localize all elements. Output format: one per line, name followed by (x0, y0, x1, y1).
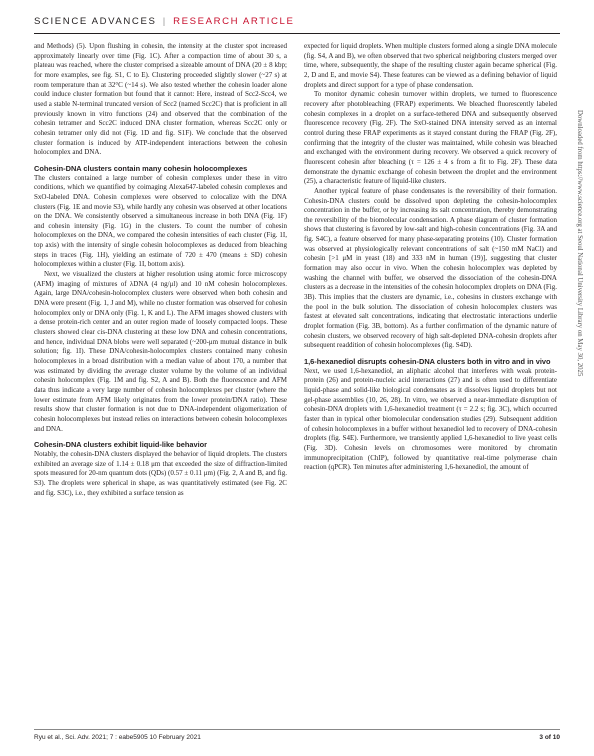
right-column (304, 42, 557, 473)
paragraph: Another typical feature of phase condensates is the reversibility of their formation. Cohesin-DNA clusters could be dissolved upon depleting the cohesin-holocomplex concentration in the buffer, or by increasing its salt concentration, thereby demonstrating the reversibility of the biomolecular condensation. A phase diagram of cluster formation shows that clustering is favored by low-salt and high-cohesin concentrations (Fig. 3A and fig. S4C), a feature observed for many phase-separating proteins (10). Cluster formation was observed at physiologically relevant concentrations of salt (~150 mM NaCl) and cohesin [>1 μM in yeast (18) and 333 nM in human (19)], suggesting that cluster formation may also occur in vivo. When the cohesin holocomplex was depleted by washing the channel with buffer, we observed the dissociation of the cohesin-DNA clusters as a decrease in the intensities of the cohesin holocomplex droplets on DNA (Fig. 3B). This implies that the clusters are dynamic, i.e., cohesins in clusters exchange with the pool in the bulk solution. The dissociation of cohesin holocomplex clusters was fastest at elevated salt concentrations, indicating that electrostatic interactions underlie droplet formation (Fig. 3B, bottom). As a further confirmation of the dynamic nature of cohesin clusters, we observed recovery of high salt-depleted DNA-cohesin droplets after subsequent readdition of cohesin holocomplexes (fig. S4D). (304, 186, 557, 350)
footer-rule (34, 729, 560, 730)
paragraph: Next, we visualized the clusters at higher resolution using atomic force microscopy (AFM) imaging of mixtures of λDNA (4 ng/μl) and 10 nM cohesin holocomplexes. Again, large DNA/cohesin-holocomplex clusters were observed when both cohesin and DNA were present (Fig. 1, J and M), while no cluster formation was observed for cohesin holocomplex only or DNA only (Fig. 1, K and L). The AFM images showed clusters with a dense protein-rich center and an outer region made of loosely compacted loops. These clusters showed clear cis-DNA clustering at these low DNA and cohesin concentrations, and hence, individual DNA blobs were well separated (~200-μm mutual distance in bulk solution; fig. 1I). These DNA/cohesin-holocomplex clusters contained many cohesin holocomplexes in a broad distribution with a median value of about 170, a number that was estimated by dividing the average cluster volume by the volume of an individual cohesin holocomplex (Fig. 1M and fig. S2, A and B). Both the fluorescence and AFM data thus indicate a very large number of cohesin holocomplexes per cluster (where the lower estimate from AFM likely originates from the lower protein/DNA ratio). These results show that cluster formation is not due to DNA-independent oligomerization of cohesin holocomplexes but instead relies on interactions between cohesin holocomplexes and DNA. (34, 270, 287, 433)
section-heading: Cohesin-DNA clusters contain many cohesin holocomplexes (34, 163, 248, 173)
download-sidebar (572, 110, 584, 630)
page-number: 3 of 10 (539, 734, 560, 741)
paragraph: To monitor dynamic cohesin turnover within droplets, we turned to fluorescence recovery after photobleaching (FRAP) experiments. We bleached fluorescently labeled cohesin complexes in a droplet on a surface-tethered DNA and subsequently observed fluorescence recovery (Fig. 2F). The SxO-stained DNA intensity served as an internal control during these FRAP experiments as it stayed constant during the FRAP (Fig. 2F), confirming that the integrity of the cluster was maintained, while cohesin was bleached and exchanged with the environment during recovery. We observed a quick recovery of fluorescent cohesin after bleaching (τ = 126 ± 4 s from a fit to Fig. 2F). These data demonstrate the dynamic exchange of cohesin between the droplet and the environment (25), a characteristic feature of liquid-like clusters. (304, 90, 557, 186)
citation: Ryu et al., Sci. Adv. 2021; 7 : eabe5905 10 February 2021 (34, 734, 201, 741)
paragraph: and Methods) (5). Upon flushing in cohesin, the intensity at the cluster spot increased approximately linearly over time (Fig. 1C). After a compaction time of about 30 s, a plateau was reached, where the cluster comprised a sizeable amount of DNA (20 ± 8 kbp; for more examples, see fig. S1, C to E). Clustering proceeded slightly slower (~27 s) at room temperature than at 32°C (~14 s). We also tested whether the cohesin loader alone could induce cluster formation but found that it cannot: Here, instead of Scc2-Scc4, we used a stable N-terminal truncated version of Scc2 (named Scc2C) that is proficient in all previously known in vitro functions (24) and observed that the combination of the cohesin tetramer and Scc2C induced DNA cluster formation, whereas Scc2C only or cohesin tetramer only did not (Fig. 1D and fig. S1F). We conclude that the observed cluster formation is induced by ATP-independent interactions between the cohesin holocomplex and DNA. (34, 42, 287, 157)
section-heading: Cohesin-DNA clusters exhibit liquid-like behavior (34, 440, 208, 450)
header-rule (34, 33, 560, 34)
download-note[interactable]: Downloaded from https://www.science.org at Seoul National University Library on May 30, 2025 (576, 110, 583, 377)
paragraph: Next, we used 1,6-hexanediol, an aliphatic alcohol that interferes with weak protein-protein (26) and protein-nucleic acid interactions (27) and is often used to differentiate liquid-phase and solid-like biological condensates as it dissolves liquid droplets but not gel-phase assemblies (10, 26, 28). In vitro, we observed a near-immediate disruption of cohesin-DNA droplets with 1,6-hexanediol treatment (τ = 2.2 s; fig. 3C), which occurred faster than in typical other biomolecular condensation studies (29). Subsequent addition of cohesin holocomplexes in a buffer without hexanediol led to recovery of DNA-cohesin droplets (fig. S4E). Furthermore, we transiently applied 1,6-hexanediol to live yeast cells (Fig. 3D). Cohesin levels on chromosomes were monitored by chromatin immunoprecipitation (ChIP), followed by quantitative real-time polymerase chain reaction (qPCR). Ten minutes after administering 1,6-hexanediol, the amount of (304, 366, 557, 472)
journal-name: SCIENCE ADVANCES (34, 16, 157, 27)
header-separator: | (162, 16, 167, 27)
left-column (34, 42, 287, 498)
paragraph: expected for liquid droplets. When multiple clusters formed along a single DNA molecule (fig. S4, A and B), we often observed that two spherical neighboring clusters merged over time, where, subsequently, the shape of the resulting cluster again became spherical (Fig. 2, D and E, and movie S4). These features can be viewed as a defining behavior of liquid droplets and direct support for a type of phase condensation. (304, 42, 557, 89)
paragraph: Notably, the cohesin-DNA clusters displayed the behavior of liquid droplets. The clusters exhibited an average size of 1.14 ± 0.18 μm that exceeded the size of diffraction-limited spots measured for 20-nm quantum dots (QDs) (0.57 ± 0.11 μm) (Fig. 2, A and B, and fig. S3). The droplets were spherical in shape, as was quantitatively estimated (see Fig. 2C and fig. S3C), i.e., they exhibited a surface tension as (34, 449, 287, 497)
article-type: RESEARCH ARTICLE (173, 16, 295, 27)
section-heading: 1,6-hexanediol disrupts cohesin-DNA clusters both in vitro and in vivo (304, 357, 551, 366)
paragraph: The clusters contained a large number of cohesin complexes under these in vitro conditions, which we quantified by coimaging Alexa647-labeled cohesin complexes and SxO-labeled DNA. Cohesin complexes were observed to colocalize with the DNA clusters (Fig. 1E and movie S3), while hardly any cohesin was observed at other locations on the DNA. We consistently observed a simultaneous increase in both DNA (Fig. 1F) and cohesin intensity (Fig. 1G) in the clusters. To count the number of cohesin holocomplexes on the DNA, we compared the cohesin intensities of each cluster (Fig. 1I, top axis) with the intensity of single cohesin holocomplexes as deduced from bleaching steps in traces (Fig. 1H), yielding an estimate of 720 ± 470 (means ± SD) cohesin holocomplexes within a cluster (Fig. 1I, bottom axis). (34, 173, 287, 269)
journal-header (34, 16, 294, 27)
